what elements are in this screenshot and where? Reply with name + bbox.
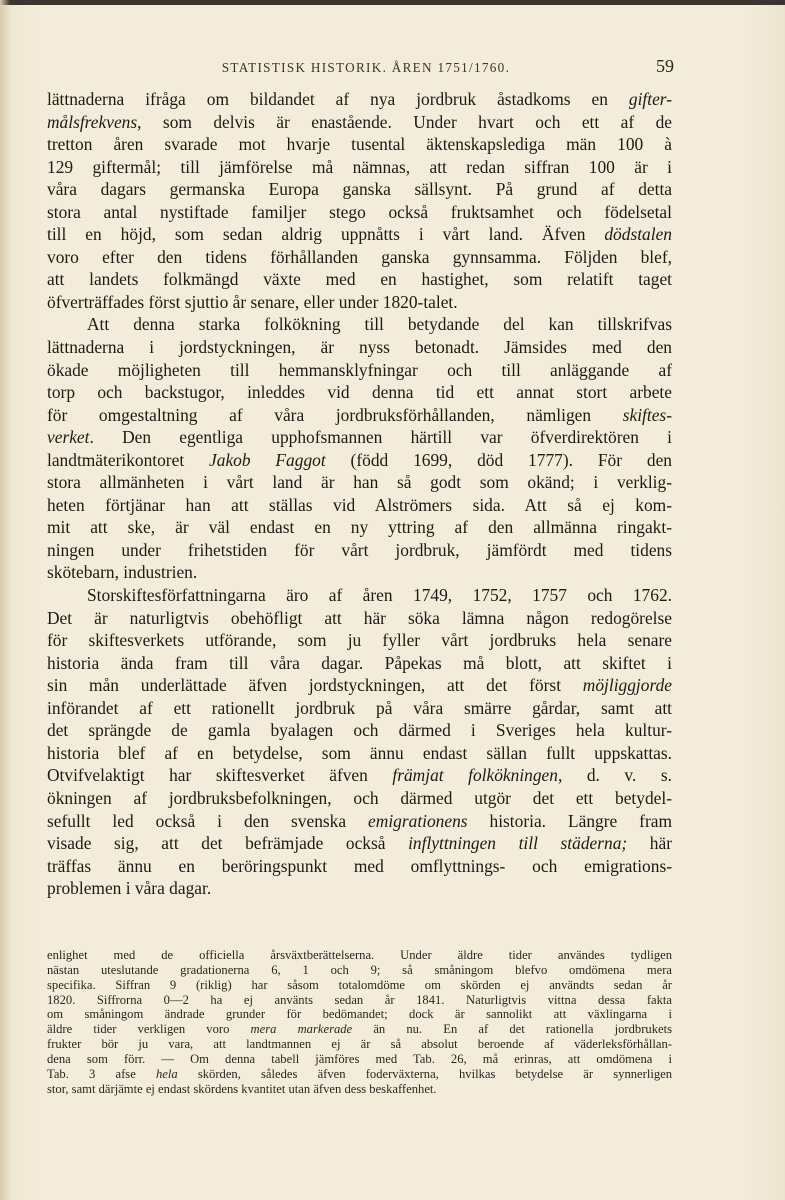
text-line — [47, 471, 672, 494]
italic-text: skiftes- — [622, 404, 672, 425]
text-line — [47, 449, 672, 472]
italic-text: målsfrekvens — [47, 111, 138, 132]
italic-text: verket — [47, 427, 90, 448]
text-segment: stor, samt därjämte ej endast skördens kvantitet utan äfven dess beskaffenhet. — [47, 1081, 437, 1096]
text-line — [47, 674, 672, 697]
italic-text: emigrationens — [368, 810, 468, 831]
text-segment: lättnaderna i jordstyckningen, är nyss betonadt. Jämsides med den — [47, 337, 672, 358]
text-segment: öfverträffades först sjuttio år senare, eller under 1820-talet. — [47, 291, 458, 312]
italic-text: mera markerade — [250, 1022, 353, 1037]
text-segment: visade sig, att det befrämjade också — [47, 833, 409, 854]
page-gutter-shadow — [0, 0, 10, 1200]
text-line — [47, 607, 672, 630]
text-segment: ökade möjligheten till hemmansklyfningar och till anläggande af — [47, 359, 672, 380]
text-segment: för omgestaltning af våra jordbruksförhållanden, nämligen — [47, 404, 623, 425]
text-segment: införandet af ett rationellt jordbruk på våra smärre gårdar, samt att — [47, 697, 672, 718]
text-segment: ökningen af jordbruksbefolkningen, och därmed utgör det ett betydel- — [47, 787, 672, 808]
text-segment: voro efter den tidens förhållanden ganska gynnsamma. Följden blef, — [47, 246, 672, 267]
footnote-line — [47, 1007, 672, 1022]
text-segment: våra dagars germanska Europa ganska sällsynt. På grund af detta — [47, 179, 672, 200]
footnote-line — [47, 978, 672, 993]
text-segment: . Den egentliga upphofsmannen härtill var öfverdirektören i — [89, 427, 672, 448]
text-line — [47, 629, 672, 652]
text-segment: träffas ännu en beröringspunkt med omflyttnings- och emigrations- — [47, 855, 672, 876]
footnote — [47, 948, 672, 1096]
text-line — [47, 719, 672, 742]
italic-text: hela — [155, 1066, 178, 1081]
paragraph — [47, 88, 672, 313]
text-segment: sin mån underlättade äfven jordstyckningen, att det först — [47, 675, 583, 696]
text-segment: 1820. Siffrorna 0—2 ha ej använts sedan år 1841. Naturligtvis vittna dessa fakta — [47, 992, 672, 1007]
text-line — [47, 584, 672, 607]
text-line — [47, 268, 672, 291]
text-line — [47, 494, 672, 517]
footnote-line — [47, 1082, 672, 1097]
footnote-line — [47, 948, 672, 963]
text-segment: Otvifvelaktigt har skiftesverket äfven — [47, 765, 393, 786]
text-segment: skörden, således äfven foderväxterna, hvilkas betydelse är synnerligen — [177, 1066, 672, 1081]
text-segment: historia blef af en betydelse, som ännu endast sällan fullt uppskattas. — [47, 742, 672, 763]
text-segment: , d. v. s. — [557, 765, 672, 786]
text-segment: mit att ske, är väl endast en ny yttring af den allmänna ringakt- — [47, 517, 672, 538]
text-line — [47, 561, 672, 584]
italic-text: dödstalen — [604, 224, 672, 245]
text-line — [47, 787, 672, 810]
text-line — [47, 133, 672, 156]
text-segment: Storskiftesförfattningarna äro af åren 1749, 1752, 1757 och 1762. — [87, 585, 672, 606]
text-line — [47, 313, 672, 336]
paragraph — [47, 584, 672, 900]
text-segment: här — [627, 833, 672, 854]
text-line — [47, 810, 672, 833]
italic-text: gifter- — [628, 89, 672, 109]
body-text — [47, 88, 672, 900]
paragraph — [47, 313, 672, 584]
footnote-line — [47, 1037, 672, 1052]
text-line — [47, 291, 672, 314]
running-title: STATISTISK HISTORIK. ÅREN 1751/1760. — [221, 60, 511, 75]
text-segment: nästan uteslutande gradationerna 6, 1 och 9; så småningom blefvo omdömena mera — [47, 962, 672, 977]
text-segment: stora allmänheten i vårt land är han så godt som okänd; i verklig- — [47, 472, 672, 493]
text-line — [47, 201, 672, 224]
scan-top-border — [0, 0, 785, 5]
text-segment: Att denna starka folkökning till betydande del kan tillskrifvas — [87, 314, 672, 335]
text-line — [47, 764, 672, 787]
text-segment: lättnaderna ifråga om bildandet af nya jordbruk åstadkoms en — [47, 89, 629, 109]
text-segment: heten förtjänar han att ställas vid Alströmers sida. Att så ej kom- — [47, 494, 672, 515]
text-line — [47, 246, 672, 269]
text-segment: än nu. En af det rationella jordbrukets — [352, 1022, 672, 1037]
text-line — [47, 381, 672, 404]
text-line — [47, 855, 672, 878]
text-line — [47, 111, 672, 134]
text-line — [47, 742, 672, 765]
text-segment: äldre tider verkligen voro — [47, 1022, 251, 1037]
text-segment: Det är naturligtvis obehöfligt att här söka lämna någon redogörelse — [47, 607, 672, 628]
page-number: 59 — [656, 56, 674, 76]
text-line — [47, 336, 672, 359]
footnote-line — [47, 1067, 672, 1082]
text-segment: specifika. Siffran 9 (riklig) har såsom totalomdöme om skörden ej användts sedan år — [47, 977, 672, 992]
text-line — [47, 359, 672, 382]
text-segment: det sprängde de gamla byalagen och därmed i Sveriges hela kultur- — [47, 720, 672, 741]
text-segment: om småningom ändrade grunder för bedömandet; dock är sannolikt att växlingarna i — [47, 1007, 672, 1022]
text-line — [47, 877, 672, 900]
text-line — [47, 697, 672, 720]
text-segment: (född 1699, död 1777). För den — [325, 449, 672, 470]
text-segment: Tab. 3 afse — [47, 1066, 156, 1081]
text-segment: frukter bör ju vara, att landtmannen ej är så absolut beroende af väderleksförhållan- — [47, 1037, 672, 1052]
text-line — [47, 539, 672, 562]
text-line — [47, 178, 672, 201]
italic-text: möjliggjorde — [582, 675, 672, 696]
text-line — [47, 404, 672, 427]
footnote-line — [47, 1022, 672, 1037]
text-segment: landtmäterikontoret — [47, 449, 210, 470]
text-segment: dena som förr. — Om denna tabell jämföres med Tab. 26, må erinras, att omdömena i — [47, 1051, 672, 1066]
text-line — [47, 832, 672, 855]
text-segment: historia. Längre fram — [467, 810, 672, 831]
text-segment: tretton åren svarade mot hvarje tusental äktenskapslediga män 100 à — [47, 134, 672, 155]
text-segment: problemen i våra dagar. — [47, 878, 212, 899]
text-line — [47, 223, 672, 246]
italic-text: Jakob Faggot — [209, 449, 326, 470]
footnote-line — [47, 1052, 672, 1067]
text-segment: sefullt led också i den svenska — [47, 810, 369, 831]
text-line — [47, 516, 672, 539]
running-head — [60, 56, 672, 80]
text-segment: , som delvis är enastående. Under hvart och ett af de — [137, 111, 672, 132]
text-segment: torp och backstugor, inleddes vid denna tid ett annat stort arbete — [47, 382, 672, 403]
text-segment: historia ända fram till våra dagar. Påpekas må blott, att skiftet i — [47, 652, 672, 673]
text-line — [47, 426, 672, 449]
text-segment: för skiftesverkets utförande, som ju fyller vårt jordbruks hela senare — [47, 630, 672, 651]
text-segment: enlighet med de officiella årsväxtberättelserna. Under äldre tider användes tydligen — [47, 948, 672, 962]
footnote-line — [47, 963, 672, 978]
text-segment: till en höjd, som sedan aldrig uppnåtts i vårt land. Äfven — [47, 224, 605, 245]
text-line — [47, 652, 672, 675]
text-segment: ningen under frihetstiden för vårt jordbruk, jämfördt med tidens — [47, 539, 672, 560]
text-segment: 129 giftermål; till jämförelse må nämnas, att redan siffran 100 är i — [47, 156, 672, 177]
text-line — [47, 88, 672, 111]
footnote-line — [47, 993, 672, 1008]
italic-text: inflyttningen till städerna; — [408, 833, 628, 854]
text-segment: stora antal nystiftade familjer stego också fruktsamhet och födelsetal — [47, 201, 672, 222]
text-line — [47, 156, 672, 179]
italic-text: främjat folkökningen — [392, 765, 558, 786]
text-segment: skötebarn, industrien. — [47, 562, 198, 583]
text-segment: att landets folkmängd växte med en hastighet, som relatift taget — [47, 269, 672, 290]
